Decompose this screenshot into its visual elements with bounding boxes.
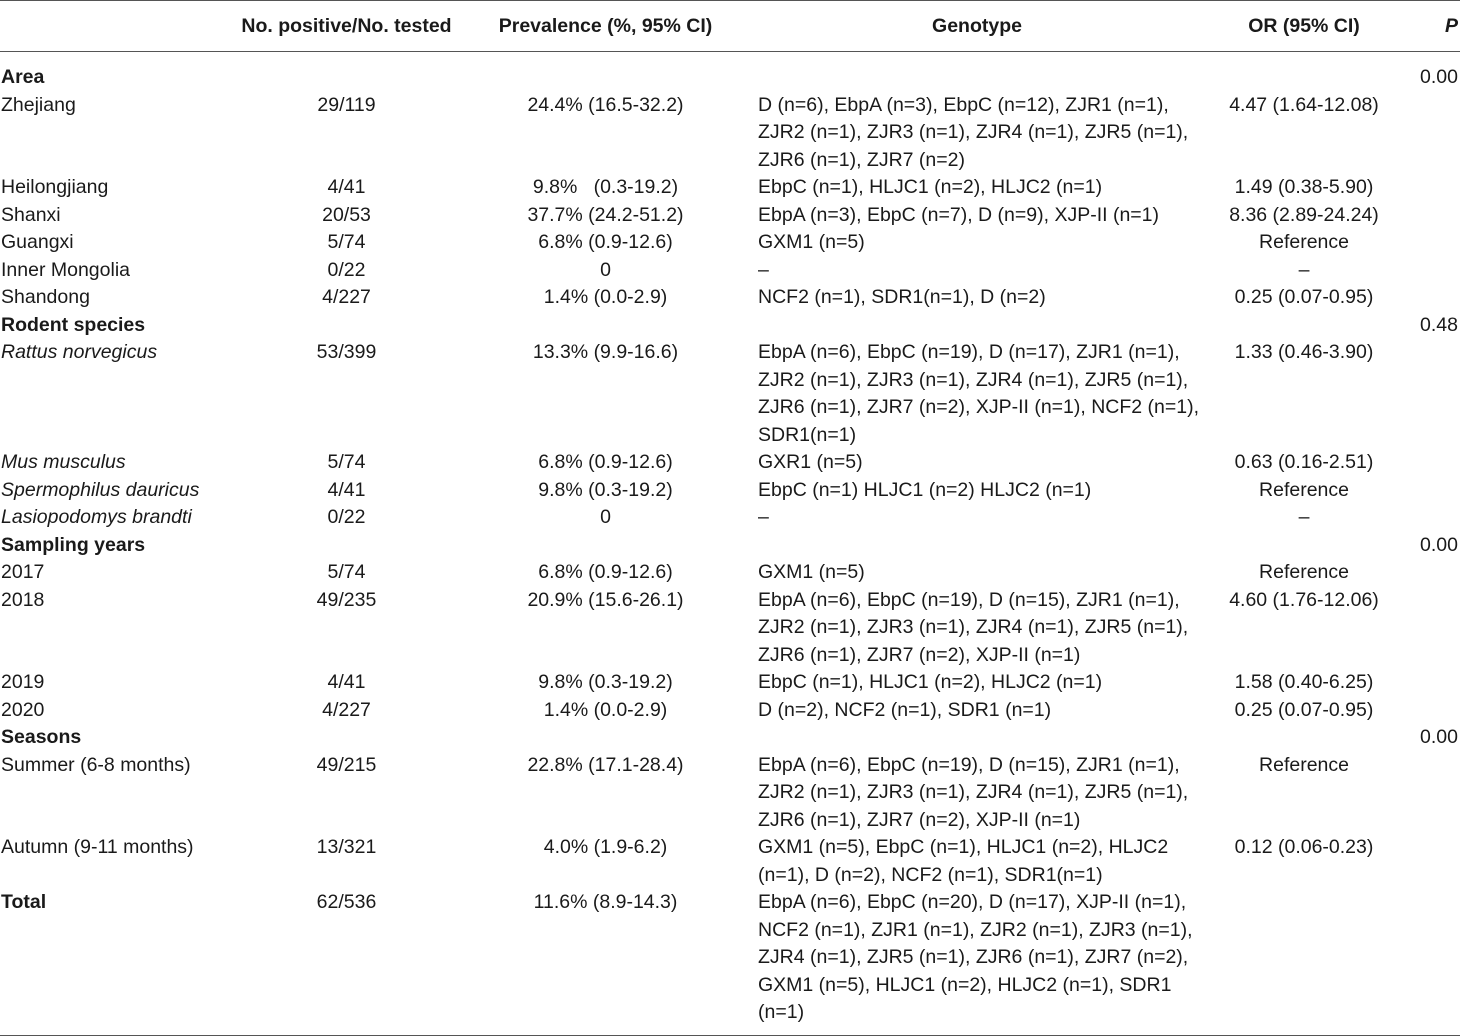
prevalence-cell: 20.9% (15.6-26.1) <box>527 588 684 611</box>
prevalence-cell: 6.8% (0.9-12.6) <box>538 561 673 583</box>
tested-cell: 49/215 <box>316 753 377 776</box>
tested-cell: 20/53 <box>322 203 371 226</box>
p-value-cell: 0.00 <box>1420 66 1458 88</box>
row-label: Heilongjiang <box>1 176 109 198</box>
genotype-cell: EbpC (n=1), HLJC1 (n=2), HLJC2 (n=1) <box>758 176 1103 198</box>
row-label: Rodent species <box>1 313 146 336</box>
table-row <box>0 752 1460 835</box>
p-value-cell <box>1402 697 1460 725</box>
row-label: 2018 <box>1 588 45 611</box>
genotype-cell: – <box>758 258 769 281</box>
p-value-cell <box>1402 229 1460 257</box>
genotype-cell: EbpA (n=6), EbpC (n=19), D (n=17), ZJR1 (n=1), ZJR2 (n=1), ZJR3 (n=1), ZJR4 (n=1), ZJR5 (n=1), ZJR6 (n=1), ZJR7 (n=2), XJP-II (n=1), NCF2 (n=1), SDR1(n=1) <box>758 341 1200 446</box>
row-label: Zhejiang <box>1 93 76 116</box>
genotype-cell: D (n=2), NCF2 (n=1), SDR1 (n=1) <box>758 698 1052 721</box>
or-cell: 4.60 (1.76-12.06) <box>1229 588 1379 611</box>
or-cell <box>1206 312 1402 340</box>
p-value-cell <box>1402 504 1460 532</box>
table-row <box>0 477 1460 505</box>
p-value-cell <box>1402 752 1460 835</box>
tested-cell: 5/74 <box>327 231 366 253</box>
or-cell: Reference <box>1259 753 1349 776</box>
or-cell <box>1206 889 1402 1035</box>
or-cell: 0.12 (0.06-0.23) <box>1234 836 1374 858</box>
tested-cell <box>230 312 463 340</box>
row-label: Area <box>1 66 45 88</box>
or-cell <box>1206 724 1402 752</box>
row-label: Sampling years <box>1 533 146 556</box>
row-label: Summer (6-8 months) <box>1 753 191 776</box>
tested-cell: 49/235 <box>316 588 377 611</box>
prevalence-cell: 1.4% (0.0-2.9) <box>543 286 668 308</box>
p-value-cell <box>1402 92 1460 175</box>
tested-cell: 29/119 <box>317 93 376 116</box>
or-cell: 4.47 (1.64-12.08) <box>1229 93 1379 116</box>
table-row <box>0 174 1460 202</box>
prevalence-cell: 4.0% (1.9-6.2) <box>543 836 668 858</box>
section-row <box>0 724 1460 752</box>
tested-cell: 4/227 <box>322 698 371 721</box>
genotype-cell <box>748 312 1206 340</box>
or-cell: 1.49 (0.38-5.90) <box>1234 176 1374 198</box>
genotype-cell: EbpA (n=6), EbpC (n=20), D (n=17), XJP-II (n=1), NCF2 (n=1), ZJR1 (n=1), ZJR2 (n=1), ZJR3 (n=1), ZJR4 (n=1), ZJR5 (n=1), ZJR6 (n=1), ZJR7 (n=2), GXM1 (n=5), HLJC1 (n=2), HLJC2 (n=1), SDR1 (n=1) <box>748 889 1206 1035</box>
genotype-cell <box>748 52 1206 92</box>
tested-cell: 13/321 <box>316 836 377 858</box>
prevalence-cell: 0 <box>600 258 611 281</box>
or-cell: 1.58 (0.40-6.25) <box>1234 671 1374 693</box>
prevalence-cell: 9.8% (0.3-19.2) <box>538 671 673 693</box>
genotype-cell: NCF2 (n=1), SDR1(n=1), D (n=2) <box>758 286 1046 308</box>
row-label: Shandong <box>1 286 90 308</box>
tested-cell: 0/22 <box>327 258 366 281</box>
table-row <box>0 202 1460 230</box>
table-row <box>0 504 1460 532</box>
row-label: 2020 <box>1 698 45 721</box>
or-cell: Reference <box>1259 561 1349 583</box>
table-row <box>0 697 1460 725</box>
genotype-cell: D (n=6), EbpA (n=3), EbpC (n=12), ZJR1 (n=1), ZJR2 (n=1), ZJR3 (n=1), ZJR4 (n=1), ZJR5 (n=1), ZJR6 (n=1), ZJR7 (n=2) <box>758 93 1189 171</box>
prevalence-cell: 13.3% (9.9-16.6) <box>532 341 679 363</box>
p-value-cell <box>1402 284 1460 312</box>
tested-cell <box>230 52 463 92</box>
tested-cell: 4/41 <box>327 478 366 501</box>
section-row <box>0 312 1460 340</box>
genotype-cell: GXM1 (n=5) <box>758 231 865 253</box>
header-tested: No. positive/No. tested <box>230 1 463 52</box>
or-cell: 0.25 (0.07-0.95) <box>1234 698 1374 721</box>
header-row <box>0 1 1460 52</box>
p-value-cell <box>1402 174 1460 202</box>
table-row <box>0 339 1460 449</box>
header-p: P <box>1402 1 1460 52</box>
header-prevalence: Prevalence (%, 95% CI) <box>463 1 748 52</box>
or-cell <box>1206 532 1402 560</box>
row-label: Guangxi <box>1 231 74 253</box>
row-label: Total <box>0 889 230 1035</box>
or-cell <box>1206 52 1402 92</box>
prevalence-cell: 11.6% (8.9-14.3) <box>463 889 748 1035</box>
table-row <box>0 587 1460 670</box>
genotype-cell: EbpC (n=1) HLJC1 (n=2) HLJC2 (n=1) <box>758 478 1092 501</box>
row-label: Seasons <box>1 726 82 748</box>
header-genotype: Genotype <box>748 1 1206 52</box>
genotype-cell: EbpA (n=6), EbpC (n=19), D (n=15), ZJR1 (n=1), ZJR2 (n=1), ZJR3 (n=1), ZJR4 (n=1), ZJR5 (n=1), ZJR6 (n=1), ZJR7 (n=2), XJP-II (n=1) <box>758 588 1189 666</box>
table-row <box>0 669 1460 697</box>
row-label: Lasiopodomys brandti <box>1 506 192 528</box>
genotype-cell <box>748 724 1206 752</box>
row-label: Shanxi <box>1 203 61 226</box>
row-label: 2019 <box>1 671 45 693</box>
tested-cell <box>230 532 463 560</box>
or-cell: Reference <box>1259 231 1349 253</box>
or-cell: – <box>1298 258 1310 281</box>
p-value-cell <box>1402 339 1460 449</box>
p-value-cell <box>1402 449 1460 477</box>
genotype-cell: EbpC (n=1), HLJC1 (n=2), HLJC2 (n=1) <box>758 671 1103 693</box>
genotype-cell: EbpA (n=6), EbpC (n=19), D (n=15), ZJR1 (n=1), ZJR2 (n=1), ZJR3 (n=1), ZJR4 (n=1), ZJR5 (n=1), ZJR6 (n=1), ZJR7 (n=2), XJP-II (n=1) <box>758 753 1189 831</box>
row-label: Autumn (9-11 months) <box>1 836 194 858</box>
section-row <box>0 52 1460 92</box>
prevalence-cell: 0 <box>600 506 611 528</box>
section-row <box>0 532 1460 560</box>
table-body <box>0 52 1460 1036</box>
prevalence-cell: 24.4% (16.5-32.2) <box>527 93 684 116</box>
p-value-cell <box>1402 889 1460 1035</box>
table-row <box>0 284 1460 312</box>
or-cell: Reference <box>1259 478 1349 501</box>
genotype-cell: GXR1 (n=5) <box>758 451 863 473</box>
genotype-cell: GXM1 (n=5), EbpC (n=1), HLJC1 (n=2), HLJC2 (n=1), D (n=2), NCF2 (n=1), SDR1(n=1) <box>758 836 1169 886</box>
genotype-cell: – <box>758 506 769 528</box>
total-row <box>0 889 1460 1035</box>
or-cell: 8.36 (2.89-24.24) <box>1229 203 1379 226</box>
or-cell: 0.25 (0.07-0.95) <box>1234 286 1374 308</box>
table-row <box>0 257 1460 285</box>
tested-cell: 53/399 <box>316 341 377 363</box>
p-value-cell <box>1402 669 1460 697</box>
or-cell: 1.33 (0.46-3.90) <box>1234 341 1374 363</box>
table-header <box>0 1 1460 52</box>
header-or: OR (95% CI) <box>1206 1 1402 52</box>
p-value-cell <box>1402 559 1460 587</box>
row-label: Spermophilus dauricus <box>1 478 200 501</box>
prevalence-cell <box>463 312 748 340</box>
prevalence-cell: 37.7% (24.2-51.2) <box>527 203 684 226</box>
tested-cell: 62/536 <box>230 889 463 1035</box>
genotype-cell: GXM1 (n=5) <box>758 561 865 583</box>
genotype-cell <box>748 532 1206 560</box>
row-label: Mus musculus <box>1 451 126 473</box>
row-label: Rattus norvegicus <box>1 341 158 363</box>
prevalence-cell: 9.8% (0.3-19.2) <box>538 478 673 501</box>
p-value-cell <box>1402 202 1460 230</box>
prevalence-cell: 6.8% (0.9-12.6) <box>538 231 673 253</box>
p-value-cell: 0.00 <box>1420 726 1458 748</box>
table-row <box>0 559 1460 587</box>
genotype-cell: EbpA (n=3), EbpC (n=7), D (n=9), XJP-II (n=1) <box>758 203 1160 226</box>
table-row <box>0 449 1460 477</box>
table-row <box>0 834 1460 889</box>
tested-cell <box>230 724 463 752</box>
p-value-cell <box>1402 477 1460 505</box>
prevalence-cell: 9.8% (0.3-19.2) <box>532 176 679 198</box>
tested-cell: 5/74 <box>327 451 366 473</box>
tested-cell: 5/74 <box>327 561 366 583</box>
tested-cell: 4/41 <box>327 176 366 198</box>
or-cell: – <box>1298 506 1310 528</box>
tested-cell: 0/22 <box>327 506 366 528</box>
p-value-cell <box>1402 257 1460 285</box>
row-label: 2017 <box>1 561 45 583</box>
prevalence-cell <box>463 724 748 752</box>
tested-cell: 4/227 <box>322 286 371 308</box>
p-value-cell <box>1402 587 1460 670</box>
header-blank <box>0 1 230 52</box>
row-label: Inner Mongolia <box>1 258 130 281</box>
or-cell: 0.63 (0.16-2.51) <box>1234 451 1374 473</box>
tested-cell: 4/41 <box>327 671 366 693</box>
prevalence-cell <box>463 52 748 92</box>
p-value-cell: 0.48 <box>1420 313 1458 336</box>
p-value-cell <box>1402 834 1460 889</box>
prevalence-cell: 6.8% (0.9-12.6) <box>538 451 673 473</box>
prevalence-cell <box>463 532 748 560</box>
prevalence-cell: 22.8% (17.1-28.4) <box>527 753 684 776</box>
prevalence-cell: 1.4% (0.0-2.9) <box>543 698 668 721</box>
table-row <box>0 92 1460 175</box>
table-row <box>0 229 1460 257</box>
p-value-cell: 0.00 <box>1420 533 1458 556</box>
